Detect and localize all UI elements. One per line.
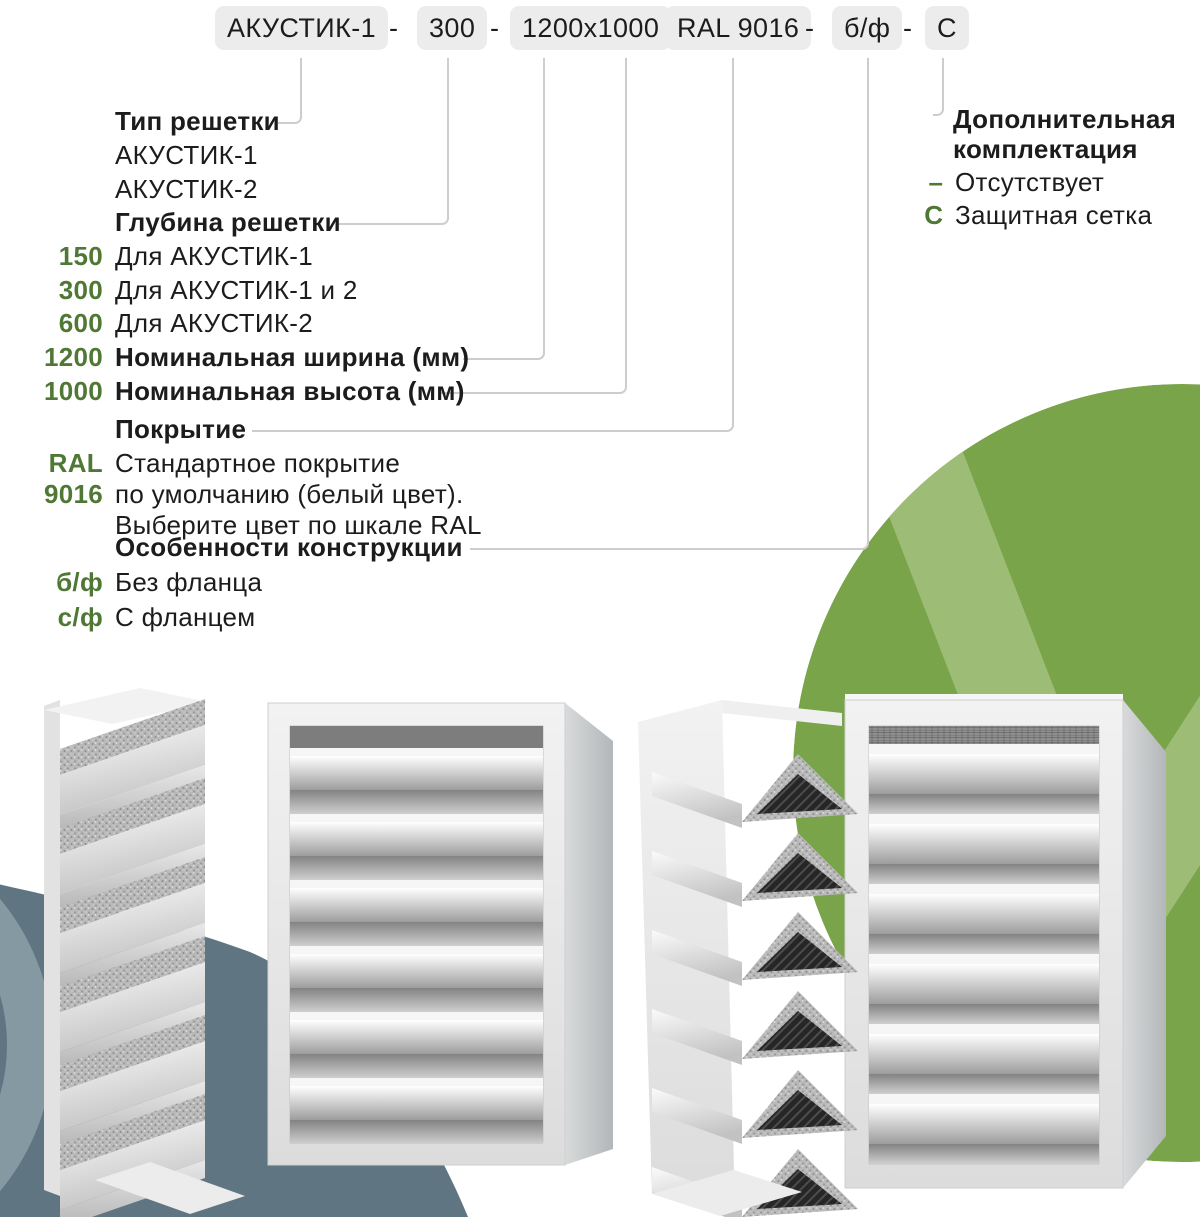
grille-front-right [845, 694, 1166, 1188]
feature-code: с/ф [57, 602, 103, 632]
feature-option: Без фланца [115, 567, 263, 597]
width-code: 1200 [43, 342, 103, 372]
code-separator: - [490, 13, 499, 43]
connector-features [470, 58, 869, 550]
height-label: Номинальная высота (мм) [115, 376, 465, 406]
code-separator: - [903, 13, 912, 43]
legend-type-title: Тип решетки [115, 106, 280, 136]
depth-option: Для АКУСТИК-1 и 2 [115, 275, 358, 305]
connector-extras [933, 58, 944, 116]
depth-option: Для АКУСТИК-2 [115, 308, 314, 338]
legend-type-option: АКУСТИК-1 [115, 140, 258, 170]
extras-option: Защитная сетка [955, 200, 1153, 230]
extras-code-mesh: С [924, 200, 943, 230]
depth-code: 300 [58, 275, 103, 305]
code-segment-depth: 300 [417, 6, 487, 50]
legend-coating-title: Покрытие [115, 414, 247, 444]
depth-code: 600 [58, 308, 103, 338]
extras-code-none: – [928, 167, 943, 197]
code-segment-flange: б/ф [832, 6, 902, 50]
code-separator: - [389, 13, 398, 43]
width-label: Номинальная ширина (мм) [115, 342, 470, 372]
coating-code-ral: RAL [48, 448, 103, 478]
feature-option: С фланцем [115, 602, 256, 632]
coating-code-9016: 9016 [43, 479, 103, 509]
legend-extras-title-line1: Дополнительная [953, 104, 1177, 134]
feature-code: б/ф [56, 567, 103, 597]
extras-option: Отсутствует [955, 167, 1105, 197]
code-segment-coating: RAL 9016 [665, 6, 811, 50]
legend-extras-title-line2: комплектация [953, 134, 1138, 164]
depth-code: 150 [58, 241, 103, 271]
grille-front-left [268, 703, 613, 1165]
code-segment-size: 1200х1000 [510, 6, 671, 50]
legend-type-option: АКУСТИК-2 [115, 174, 258, 204]
legend-depth-title: Глубина решетки [115, 207, 341, 237]
height-code: 1000 [43, 376, 103, 406]
legend-features-title: Особенности конструкции [115, 532, 463, 562]
depth-option: Для АКУСТИК-1 [115, 241, 314, 271]
code-segment-type: АКУСТИК-1 [215, 6, 388, 50]
code-separator: - [805, 13, 814, 43]
coating-line: Выберите цвет по шкале RAL [115, 510, 482, 540]
coating-line: Стандартное покрытие [115, 448, 401, 478]
coating-line: по умолчанию (белый цвет). [115, 479, 464, 509]
code-segment-extras: С [925, 6, 969, 50]
